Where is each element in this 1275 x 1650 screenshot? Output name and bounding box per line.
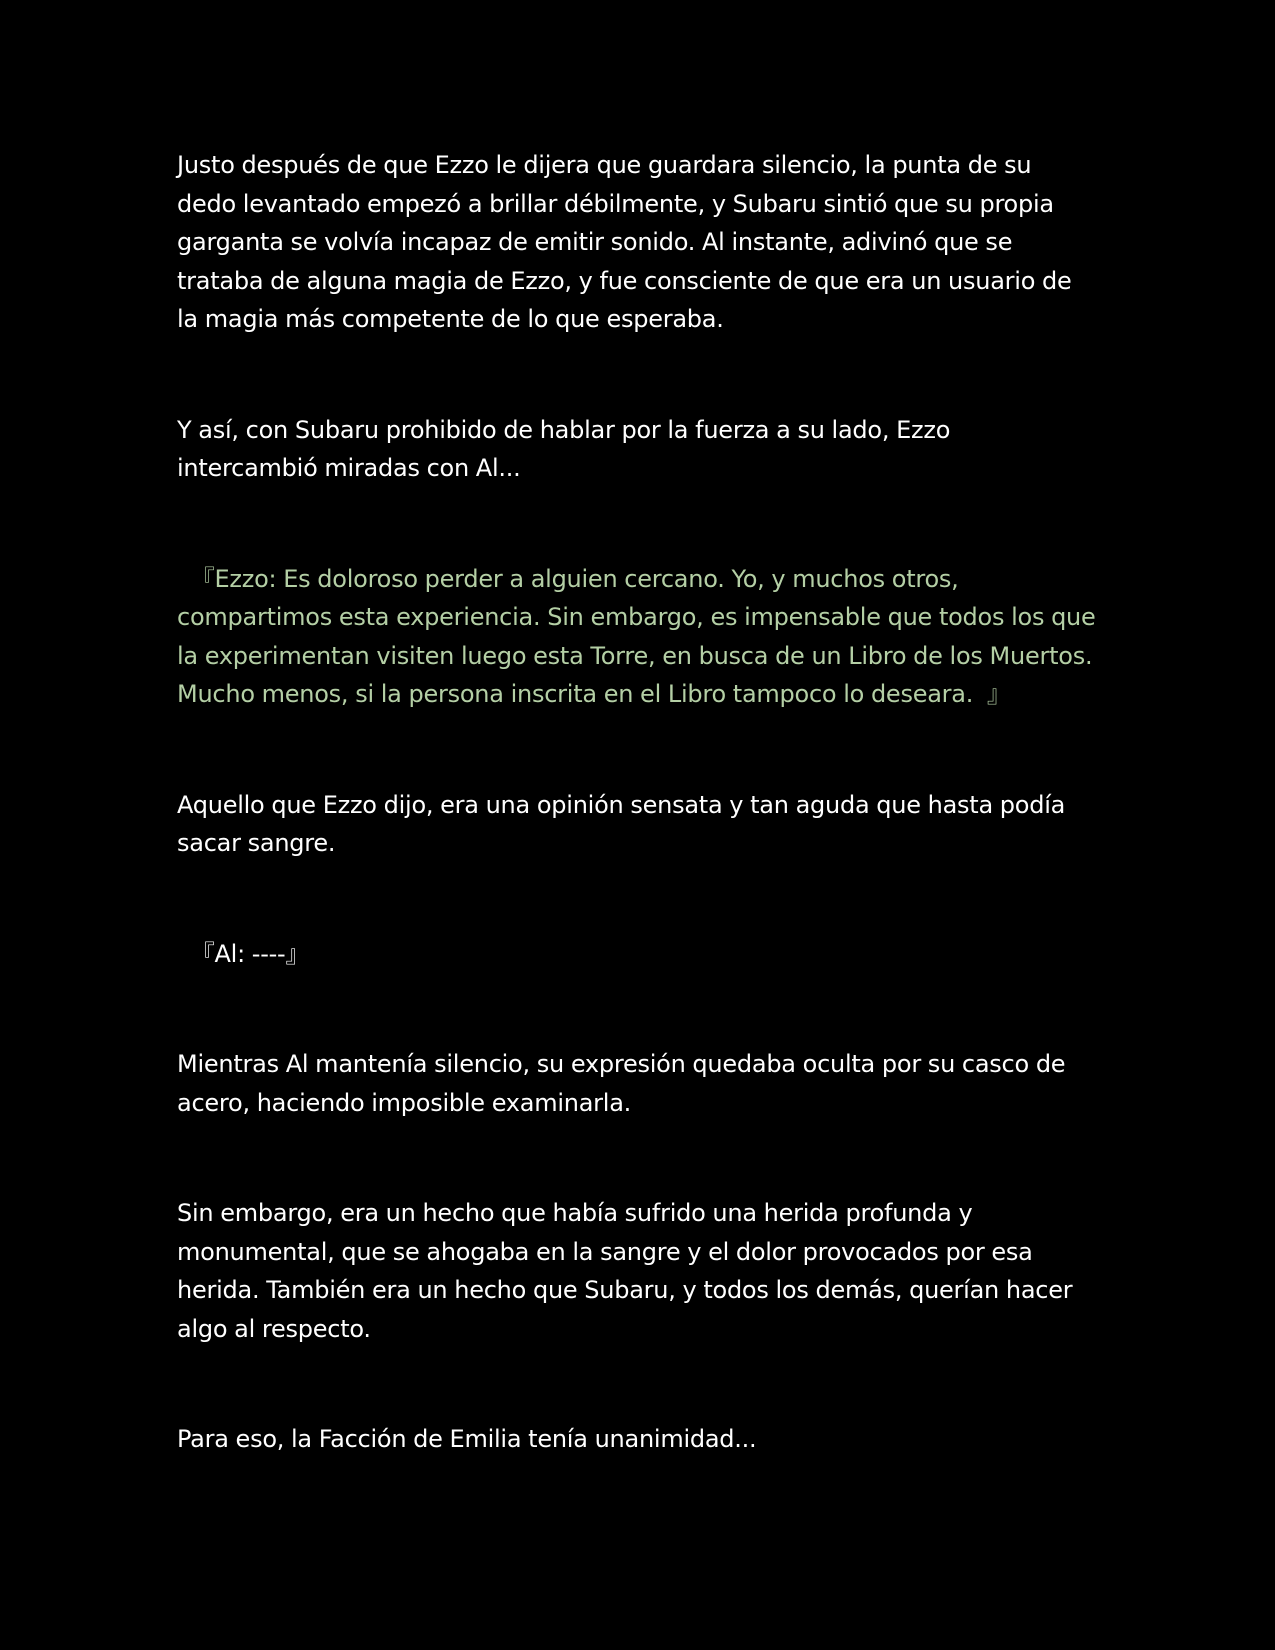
dialogue-ezzo: 『Ezzo: Es doloroso perder a alguien cercano. Yo, y muchos otros, compartimos esta experiencia. Sin embargo, es impensable que todos los que la experimentan visiten luego esta Torre, en busca de un Libro de los Muertos. Mucho menos, si la persona inscrita en el Libro tampoco lo deseara. 』 [177,564,1096,708]
narration-paragraph-5: Sin embargo, era un hecho que había sufrido una herida profunda y monumental, que se ahogaba en la sangre y el dolor provocados por esa herida. También era un hecho que Subaru, y todos los demás, querían hacer algo al respecto. [177,1199,1073,1343]
paragraph-spacer [177,1122,1097,1194]
narration-paragraph-1: Justo después de que Ezzo le dijera que guardara silencio, la punta de su dedo levantado empezó a brillar débilmente, y Subaru sintió que su propia garganta se volvía incapaz de emitir sonido. Al instante, adivinó que se trataba de alguna magia de Ezzo, y fue consciente de que era un usuario de la magia más competente de lo que esperaba. [177,151,1072,333]
paragraph-spacer [177,863,1097,935]
paragraph-spacer [177,714,1097,786]
narration-paragraph-6: Para eso, la Facción de Emilia tenía unanimidad... [177,1425,757,1453]
narration-paragraph-4: Mientras Al mantenía silencio, su expresión quedaba oculta por su casco de acero, haciendo imposible examinarla. [177,1050,1066,1117]
text-column [177,146,1097,1459]
dialogue-al: 『Al: ----』 [177,939,310,968]
narration-paragraph-3: Aquello que Ezzo dijo, era una opinión sensata y tan aguda que hasta podía sacar sangre. [177,790,1066,857]
narration-paragraph-2: Y así, con Subaru prohibido de hablar por la fuerza a su lado, Ezzo intercambió miradas con Al... [177,415,951,482]
paragraph-spacer [177,973,1097,1045]
paragraph-spacer [177,1348,1097,1420]
paragraph-spacer [177,339,1097,411]
paragraph-spacer [177,488,1097,560]
